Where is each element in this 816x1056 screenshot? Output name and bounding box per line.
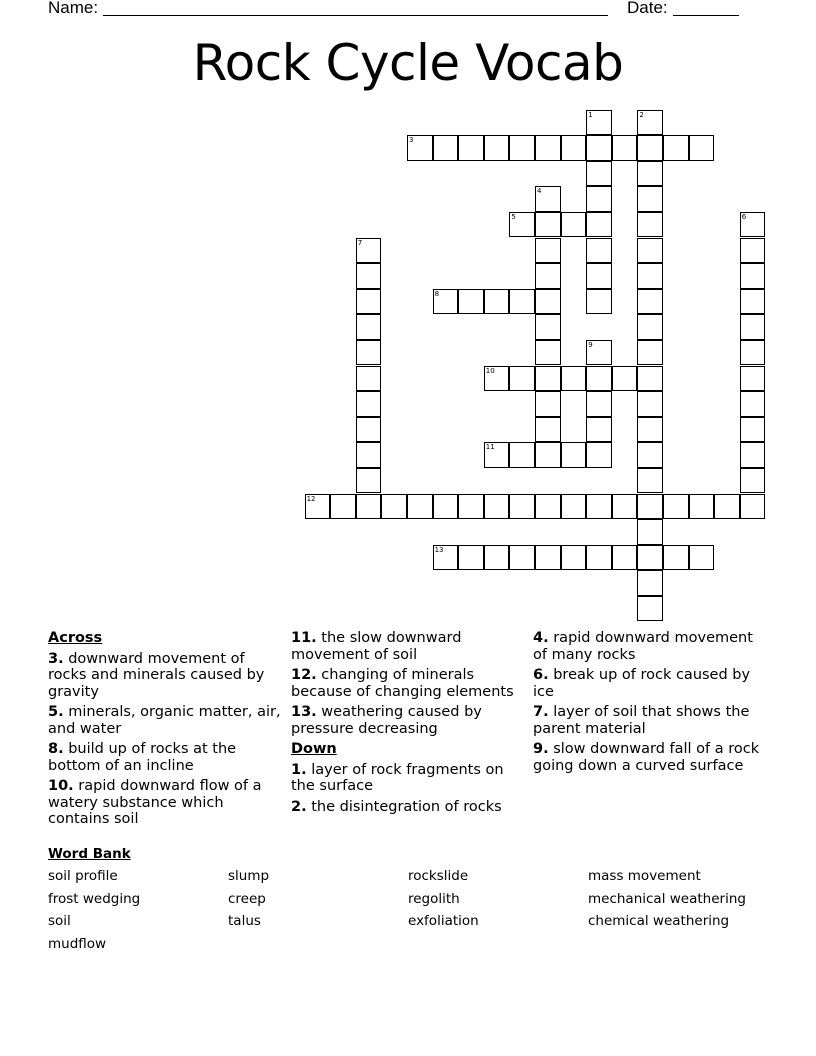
grid-cell[interactable] (484, 135, 510, 161)
grid-cell[interactable] (535, 238, 561, 264)
down-heading: Down (291, 741, 337, 757)
grid-cell[interactable] (637, 314, 663, 340)
clue-item (48, 741, 283, 774)
grid-cell[interactable] (740, 340, 766, 366)
word-bank-item: creep (228, 890, 266, 907)
clue-number: 9 (588, 340, 593, 349)
clue-item (291, 799, 526, 816)
clue-item-text: the slow downward movement of soil (291, 630, 462, 663)
grid-cell[interactable] (535, 135, 561, 161)
clue-item-number: 1. (291, 761, 307, 778)
word-bank-item: soil profile (48, 868, 118, 884)
grid-cell[interactable] (356, 289, 382, 315)
word-bank-item: mudflow (48, 935, 107, 952)
grid-cell[interactable] (561, 212, 587, 238)
clue-item (533, 741, 768, 774)
grid-cell[interactable] (433, 545, 459, 571)
grid-cell[interactable] (305, 494, 331, 520)
grid-cell[interactable] (637, 391, 663, 417)
grid-cell[interactable] (561, 135, 587, 161)
grid-cell[interactable] (433, 494, 459, 520)
page-title: Rock Cycle Vocab (192, 34, 624, 92)
across-clue-list-continued (291, 630, 526, 737)
down-clue-list-continued (533, 630, 768, 774)
grid-cell[interactable] (356, 340, 382, 366)
grid-cell[interactable] (586, 391, 612, 417)
grid-cell[interactable] (535, 212, 561, 238)
grid-cell[interactable] (637, 596, 663, 622)
grid-cell[interactable] (509, 442, 535, 468)
word-bank-item: slump (228, 868, 270, 884)
grid-cell[interactable] (586, 340, 612, 366)
grid-cell[interactable] (484, 545, 510, 571)
grid-cell[interactable] (663, 135, 689, 161)
grid-cell[interactable] (484, 366, 510, 392)
grid-cell[interactable] (535, 442, 561, 468)
word-bank-item: chemical weathering (588, 913, 730, 929)
grid-cell[interactable] (356, 468, 382, 494)
clues-column-2 (291, 630, 526, 819)
clue-number: 6 (741, 212, 747, 221)
grid-cell[interactable] (561, 366, 587, 392)
clue-item (533, 630, 768, 663)
word-bank-item: rockslide (408, 868, 469, 884)
clue-item-number: 7. (533, 704, 549, 720)
grid-cell[interactable] (740, 468, 766, 494)
clue-number: 2 (639, 110, 644, 119)
grid-cell[interactable] (458, 135, 484, 161)
grid-cell[interactable] (612, 494, 638, 520)
grid-cell[interactable] (637, 494, 663, 520)
grid-cell[interactable] (740, 442, 766, 468)
clue-item-number: 13. (291, 704, 317, 720)
clue-number: 4 (537, 187, 542, 196)
grid-cell[interactable] (637, 519, 663, 545)
grid-cell[interactable] (740, 238, 766, 264)
grid-cell[interactable] (637, 263, 663, 289)
grid-cell[interactable] (663, 494, 689, 520)
grid-cell[interactable] (586, 417, 612, 443)
grid-cell[interactable] (356, 494, 382, 520)
date-label: Date: (627, 0, 668, 17)
clue-number: 12 (306, 494, 316, 503)
word-bank-title: Word Bank (48, 846, 131, 862)
grid-cell[interactable] (586, 238, 612, 264)
grid-cell[interactable] (637, 545, 663, 571)
grid-cell[interactable] (637, 135, 663, 161)
clue-item-number: 2. (291, 798, 307, 815)
grid-cell[interactable] (740, 212, 766, 238)
clue-item-number: 5. (48, 704, 64, 720)
grid-cell[interactable] (433, 289, 459, 315)
grid-cell[interactable] (637, 212, 663, 238)
grid-cell[interactable] (637, 289, 663, 315)
grid-cell[interactable] (689, 545, 715, 571)
grid-cell[interactable] (381, 494, 407, 520)
word-bank-item: mass movement (588, 868, 701, 884)
grid-cell[interactable] (740, 417, 766, 443)
grid-cell[interactable] (586, 212, 612, 238)
grid-cell[interactable] (330, 494, 356, 520)
clues-column-1 (48, 630, 283, 832)
clue-item-text: layer of rock fragments on the surface (291, 761, 504, 794)
clue-item-text: changing of minerals because of changing elements (291, 667, 514, 700)
clue-item-text: layer of soil that shows the parent material (533, 704, 750, 737)
clue-item-text: rapid downward movement of many rocks (533, 630, 753, 663)
clue-number: 8 (434, 289, 440, 298)
grid-cell[interactable] (612, 135, 638, 161)
word-bank-item: exfoliation (408, 913, 479, 929)
grid-cell[interactable] (740, 263, 766, 289)
grid-cell[interactable] (586, 366, 612, 392)
clue-item (291, 667, 526, 700)
across-heading: Across (48, 630, 103, 646)
clues-column-3 (533, 630, 768, 778)
clue-item (533, 704, 768, 737)
clue-item-number: 8. (48, 741, 64, 757)
grid-cell[interactable] (509, 366, 535, 392)
clue-number: 13 (434, 545, 444, 554)
grid-cell[interactable] (714, 494, 740, 520)
down-clue-list (291, 762, 526, 816)
grid-cell[interactable] (356, 366, 382, 392)
clue-item-number: 9. (533, 741, 549, 757)
clue-item-text: break up of rock caused by ice (533, 667, 751, 700)
grid-cell[interactable] (356, 391, 382, 417)
grid-cell[interactable] (663, 545, 689, 571)
clue-item (291, 762, 526, 795)
clue-item (533, 667, 768, 700)
clue-item (48, 651, 283, 701)
clue-item-text: weathering caused by pressure decreasing (291, 704, 482, 737)
grid-cell[interactable] (535, 417, 561, 443)
grid-cell[interactable] (612, 545, 638, 571)
grid-cell[interactable] (740, 289, 766, 315)
grid-cell[interactable] (586, 442, 612, 468)
grid-cell[interactable] (586, 263, 612, 289)
grid-cell[interactable] (484, 289, 510, 315)
clue-item-number: 12. (291, 667, 317, 683)
clue-number: 3 (409, 136, 414, 145)
grid-cell[interactable] (586, 135, 612, 161)
word-bank-item: mechanical weathering (588, 890, 746, 907)
clue-number: 7 (357, 238, 363, 247)
grid-cell[interactable] (458, 545, 484, 571)
grid-cell[interactable] (356, 417, 382, 443)
grid-cell[interactable] (356, 238, 382, 264)
clue-item-number: 4. (533, 630, 549, 646)
grid-cell[interactable] (484, 442, 510, 468)
grid-cell[interactable] (637, 366, 663, 392)
grid-cell[interactable] (586, 289, 612, 315)
grid-cell[interactable] (535, 545, 561, 571)
word-bank-item: soil (48, 913, 71, 929)
clue-item (291, 630, 526, 663)
grid-cell[interactable] (535, 263, 561, 289)
clue-item-text: slow downward fall of a rock going down a curved surface (533, 741, 760, 774)
clue-item-text: the disintegration of rocks (306, 798, 502, 815)
clue-item-number: 10. (48, 778, 74, 794)
grid-cell[interactable] (637, 570, 663, 596)
grid-cell[interactable] (586, 186, 612, 212)
grid-cell[interactable] (509, 212, 535, 238)
grid-cell[interactable] (535, 366, 561, 392)
grid-cell[interactable] (356, 314, 382, 340)
grid-cell[interactable] (740, 391, 766, 417)
grid-cell[interactable] (535, 494, 561, 520)
grid-cell[interactable] (586, 161, 612, 187)
clue-item-number: 6. (533, 667, 549, 683)
word-bank-item: talus (228, 913, 261, 929)
grid-cell[interactable] (458, 494, 484, 520)
grid-cell[interactable] (612, 366, 638, 392)
grid-cell[interactable] (637, 417, 663, 443)
clue-item-text: rapid downward flow of a watery substance which contains soil (48, 778, 262, 827)
clue-number: 10 (485, 366, 495, 375)
clue-item-number: 3. (48, 650, 64, 667)
grid-cell[interactable] (509, 289, 535, 315)
grid-cell[interactable] (433, 135, 459, 161)
grid-cell[interactable] (407, 494, 433, 520)
grid-cell[interactable] (458, 289, 484, 315)
grid-cell[interactable] (535, 186, 561, 212)
clue-item-number: 11. (291, 630, 317, 646)
grid-cell[interactable] (740, 314, 766, 340)
clue-item-text: build up of rocks at the bottom of an incline (48, 741, 237, 774)
clue-item (291, 704, 526, 737)
grid-cell[interactable] (484, 494, 510, 520)
grid-cell[interactable] (561, 545, 587, 571)
grid-cell[interactable] (535, 391, 561, 417)
clue-number: 5 (511, 212, 516, 221)
grid-cell[interactable] (637, 238, 663, 264)
grid-cell[interactable] (637, 468, 663, 494)
grid-cell[interactable] (637, 442, 663, 468)
grid-cell[interactable] (535, 340, 561, 366)
clue-number: 11 (485, 443, 495, 452)
grid-cell[interactable] (637, 161, 663, 187)
grid-cell[interactable] (637, 186, 663, 212)
grid-cell[interactable] (407, 135, 433, 161)
grid-cell[interactable] (509, 135, 535, 161)
word-bank-item: frost wedging (48, 890, 141, 907)
grid-cell[interactable] (637, 340, 663, 366)
grid-cell[interactable] (586, 494, 612, 520)
grid-cell[interactable] (740, 494, 766, 520)
grid-cell[interactable] (561, 494, 587, 520)
grid-cell[interactable] (586, 545, 612, 571)
clue-number: 1 (588, 110, 593, 119)
grid-cell[interactable] (689, 494, 715, 520)
clue-item-text: downward movement of rocks and minerals caused by gravity (48, 650, 265, 700)
grid-cell[interactable] (637, 110, 663, 136)
clue-item (48, 778, 283, 828)
grid-cell[interactable] (356, 442, 382, 468)
grid-cell[interactable] (586, 110, 612, 136)
grid-cell[interactable] (689, 135, 715, 161)
clue-item (48, 704, 283, 737)
grid-cell[interactable] (535, 289, 561, 315)
grid-cell[interactable] (509, 545, 535, 571)
across-clue-list (48, 651, 283, 828)
clue-item-text: minerals, organic matter, air, and water (48, 704, 281, 737)
grid-cell[interactable] (509, 494, 535, 520)
name-label: Name: (48, 0, 99, 17)
grid-cell[interactable] (535, 314, 561, 340)
grid-cell[interactable] (561, 442, 587, 468)
grid-cell[interactable] (356, 263, 382, 289)
word-bank-item: regolith (408, 890, 460, 907)
grid-cell[interactable] (740, 366, 766, 392)
